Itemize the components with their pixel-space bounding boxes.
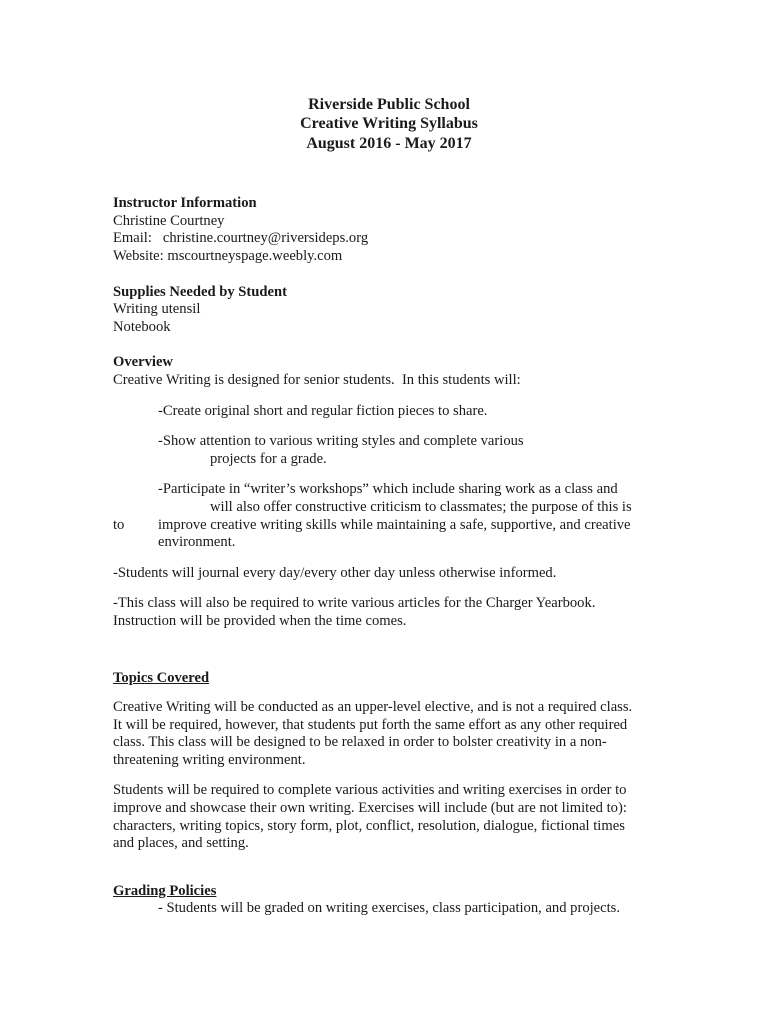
- instructor-section: [113, 195, 653, 265]
- topics-heading: Topics Covered: [113, 669, 210, 686]
- instructor-heading: Instructor Information: [113, 195, 257, 212]
- overview-bullet-cont: [113, 517, 653, 535]
- overview-intro: Creative Writing is designed for senior students. In this students will:: [113, 371, 521, 388]
- overview-section: [113, 354, 653, 630]
- paragraph-line: Students will be required to complete various activities and writing exercises in order to: [113, 782, 627, 799]
- instructor-email: Email: christine.courtney@riversideps.org: [113, 230, 369, 247]
- topics-paragraph-2: [113, 782, 653, 852]
- paragraph-line: characters, writing topics, story form, plot, conflict, resolution, dialogue, fictional times: [113, 817, 625, 834]
- term-dates: August 2016 - May 2017: [306, 134, 472, 152]
- overview-bullet: -Participate in “writer’s workshops” which include sharing work as a class and: [158, 481, 618, 498]
- supplies-section: [113, 284, 653, 337]
- overview-bullet-cont: will also offer constructive criticism to classmates; the purpose of this is: [210, 498, 632, 515]
- overview-bullet-cont: environment.: [158, 534, 236, 551]
- paragraph-line: improve and showcase their own writing. Exercises will include (but are not limited to):: [113, 800, 627, 817]
- overview-journal: -Students will journal every day/every other day unless otherwise informed.: [113, 564, 557, 581]
- paragraph-line: and places, and setting.: [113, 835, 249, 852]
- course-title: Creative Writing Syllabus: [300, 115, 478, 133]
- topics-section: [113, 670, 653, 853]
- paragraph-line: It will be required, however, that students put forth the same effort as any other required: [113, 716, 628, 733]
- overview-bullet: -Create original short and regular fiction pieces to share.: [158, 402, 488, 419]
- title-block: [113, 95, 653, 153]
- school-name: Riverside Public School: [308, 96, 470, 113]
- paragraph-line: threatening writing environment.: [113, 751, 306, 768]
- overview-to-word: to: [113, 516, 125, 533]
- overview-yearbook-cont: Instruction will be provided when the time comes.: [113, 612, 407, 629]
- grading-heading: Grading Policies: [113, 882, 217, 899]
- overview-yearbook: -This class will also be required to write various articles for the Charger Yearbook.: [113, 595, 596, 612]
- supply-item: Notebook: [113, 318, 171, 335]
- instructor-name: Christine Courtney: [113, 212, 225, 229]
- grading-item: - Students will be graded on writing exercises, class participation, and projects.: [158, 900, 621, 917]
- overview-bullet-cont-text: improve creative writing skills while maintaining a safe, supportive, and creative: [158, 516, 631, 533]
- supplies-heading: Supplies Needed by Student: [113, 283, 287, 300]
- overview-heading: Overview: [113, 354, 173, 371]
- overview-bullet: -Show attention to various writing styles and complete various: [158, 433, 524, 450]
- instructor-website: Website: mscourtneyspage.weebly.com: [113, 248, 343, 264]
- paragraph-line: class. This class will be designed to be relaxed in order to bolster creativity in a non-: [113, 734, 607, 751]
- paragraph-line: Creative Writing will be conducted as an upper-level elective, and is not a required class.: [113, 699, 633, 716]
- syllabus-page: [113, 95, 653, 918]
- topics-paragraph-1: [113, 699, 653, 769]
- supply-item: Writing utensil: [113, 301, 201, 318]
- overview-bullet-cont: projects for a grade.: [210, 450, 327, 467]
- grading-section: [113, 883, 653, 918]
